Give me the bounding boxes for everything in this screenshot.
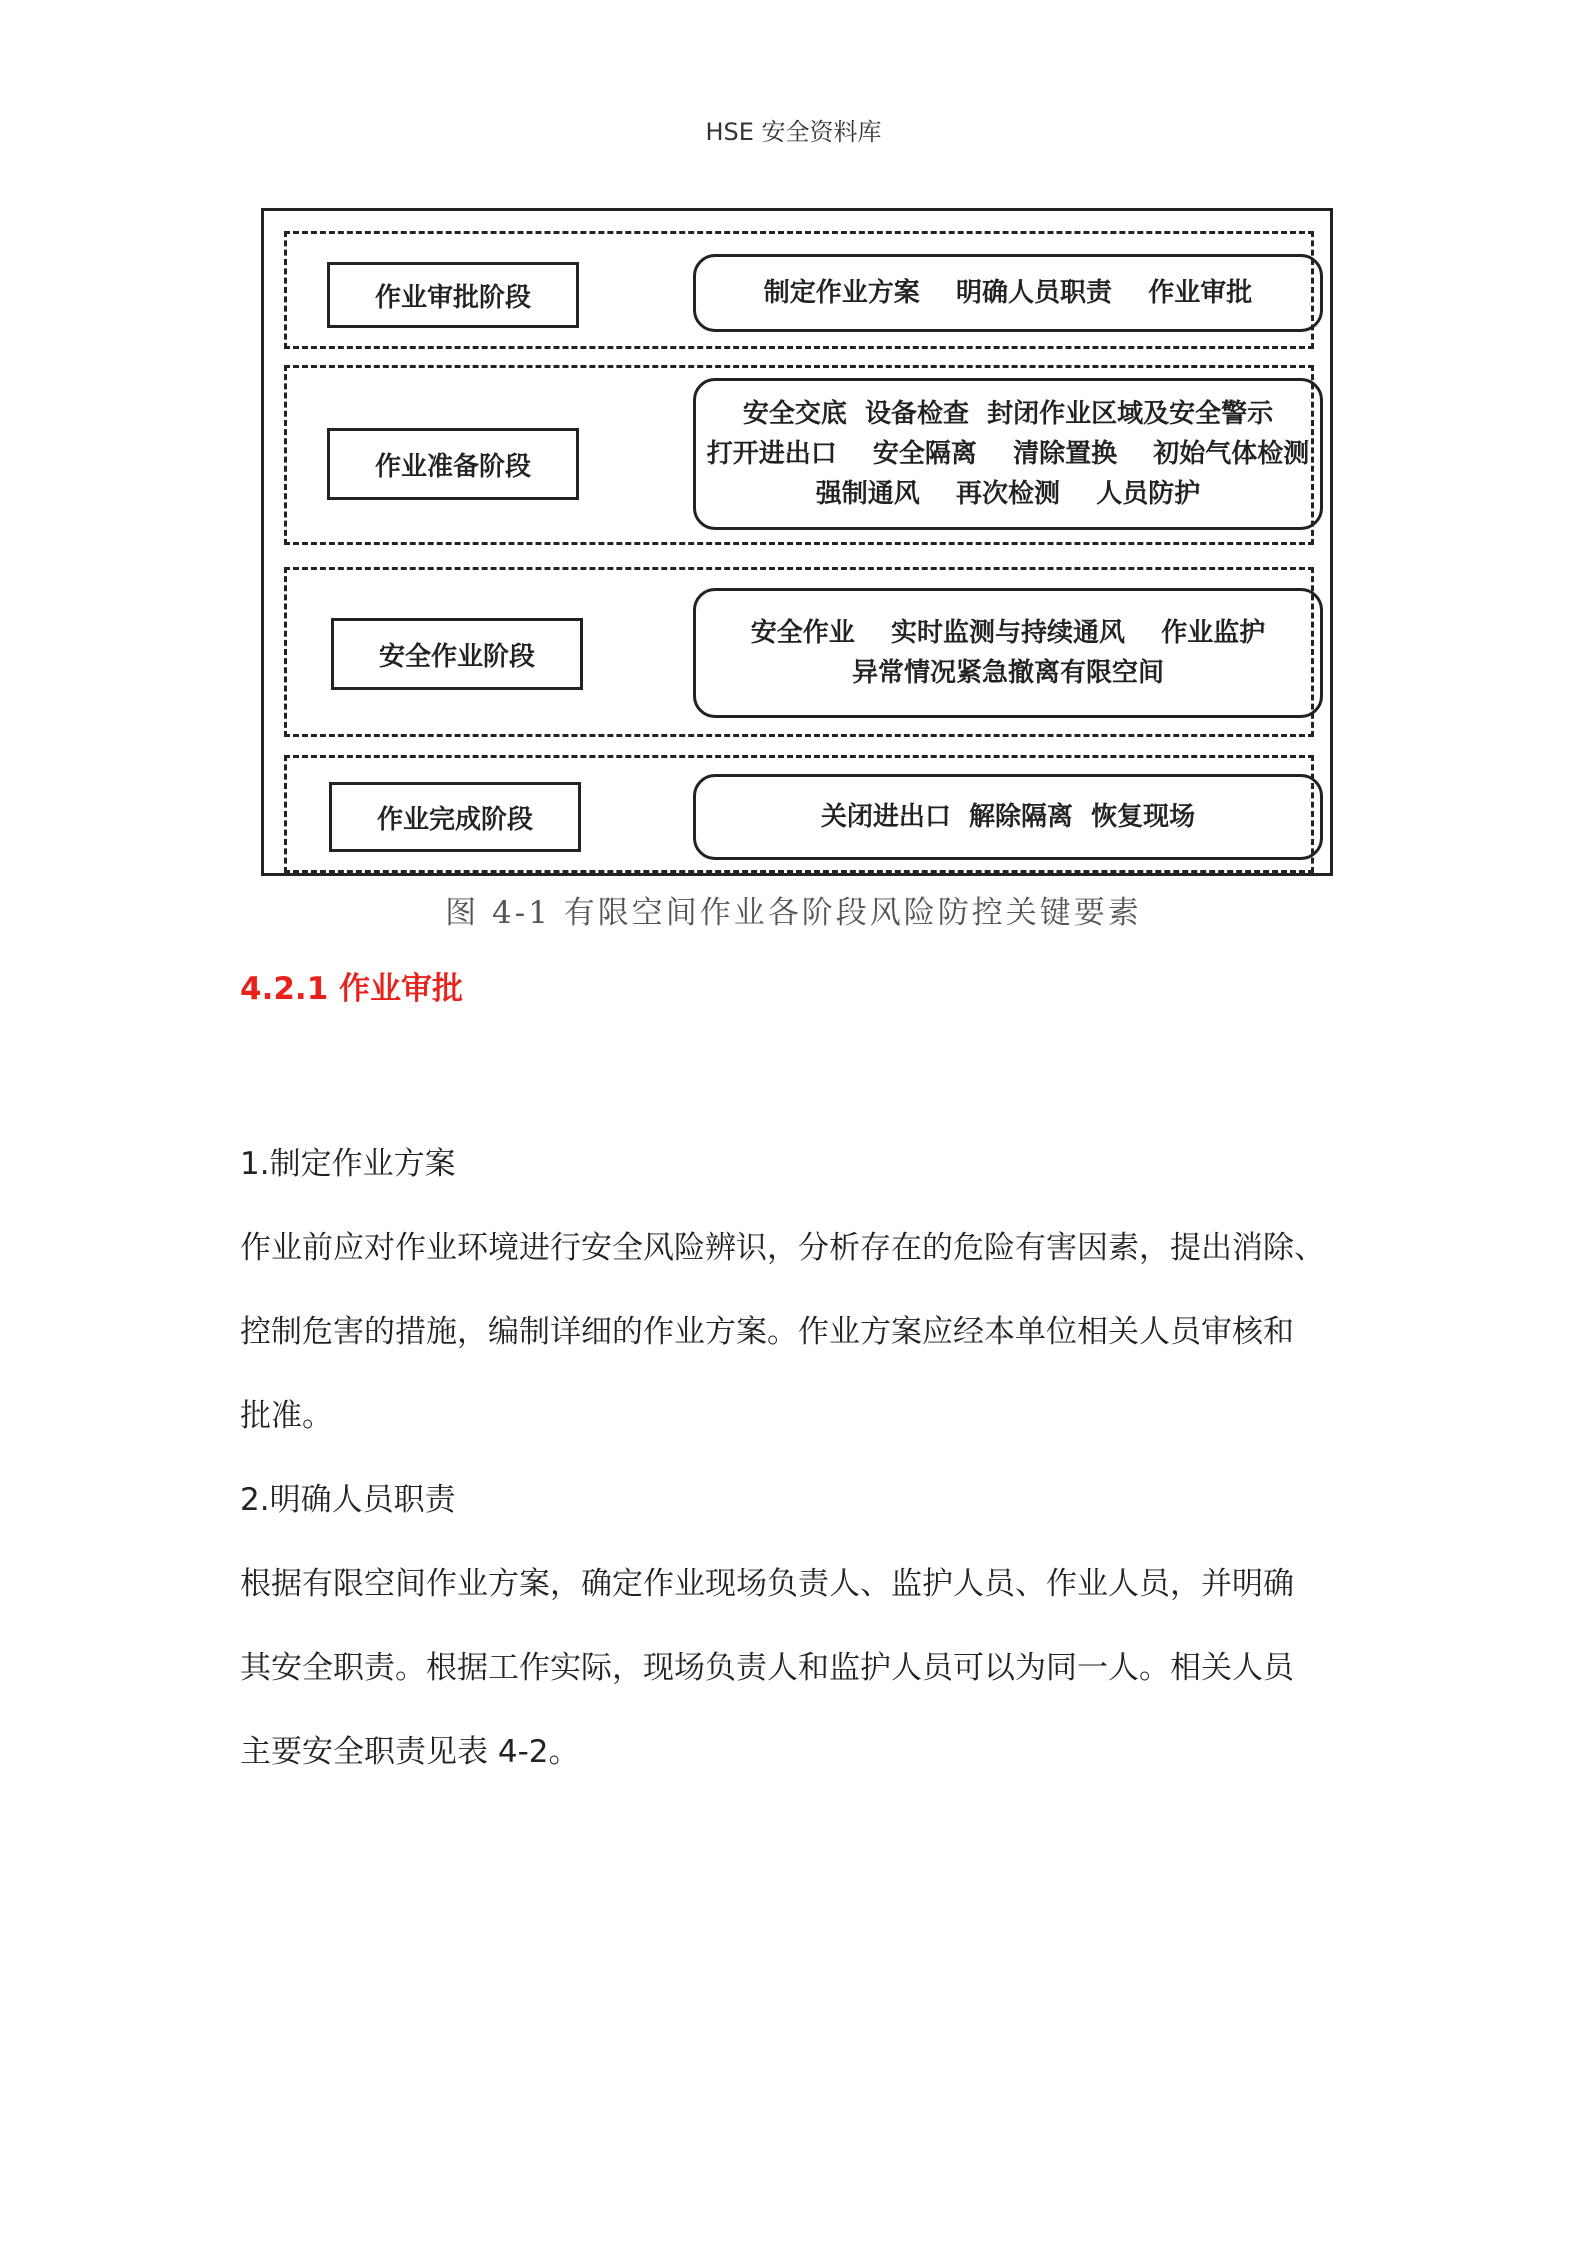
stage-label: 作业准备阶段: [327, 428, 579, 500]
stage-content-line: 安全交底 设备检查 封闭作业区域及安全警示: [742, 399, 1274, 429]
paragraph-line: 主要安全职责见表 4-2。: [240, 1734, 580, 1770]
stage-content-line: 制定作业方案 明确人员职责 作业审批: [763, 278, 1253, 308]
stage-safe-operation: [284, 567, 1314, 737]
section-heading: 4.2.1 作业审批: [240, 971, 464, 1007]
stage-content-line: 关闭进出口 解除隔离 恢复现场: [820, 802, 1196, 832]
item-title: 2.明确人员职责: [240, 1482, 456, 1518]
paragraph-line: 批准。: [240, 1398, 333, 1434]
stage-completion: [284, 755, 1314, 873]
paragraph-line: 作业前应对作业环境进行安全风险辨识，分析存在的危险有害因素，提出消除、: [240, 1230, 1325, 1266]
stage-content-line: 安全作业 实时监测与持续通风 作业监护: [750, 618, 1266, 648]
stage-content: [693, 254, 1323, 332]
page-header: HSE 安全资料库: [705, 118, 882, 146]
paragraph-line: 其安全职责。根据工作实际，现场负责人和监护人员可以为同一人。相关人员: [240, 1650, 1294, 1686]
paragraph-line: 根据有限空间作业方案，确定作业现场负责人、监护人员、作业人员，并明确: [240, 1566, 1294, 1602]
stage-approval: [284, 231, 1314, 349]
stage-preparation: [284, 365, 1314, 545]
stage-label: 作业审批阶段: [327, 262, 579, 328]
stage-content: [693, 774, 1323, 860]
stage-content-line: 强制通风 再次检测 人员防护: [815, 479, 1201, 509]
stage-content: [693, 588, 1323, 718]
paragraph-line: 控制危害的措施，编制详细的作业方案。作业方案应经本单位相关人员审核和: [240, 1314, 1294, 1350]
item-title: 1.制定作业方案: [240, 1146, 456, 1182]
risk-control-figure: [261, 208, 1333, 876]
stage-content: [693, 378, 1323, 530]
stage-label: 作业完成阶段: [329, 782, 581, 852]
stage-content-line: 打开进出口 安全隔离 清除置换 初始气体检测: [706, 439, 1310, 469]
stage-content-line: 异常情况紧急撤离有限空间: [851, 658, 1164, 688]
stage-label: 安全作业阶段: [331, 618, 583, 690]
figure-caption: 图 4-1 有限空间作业各阶段风险防控关键要素: [445, 895, 1142, 931]
